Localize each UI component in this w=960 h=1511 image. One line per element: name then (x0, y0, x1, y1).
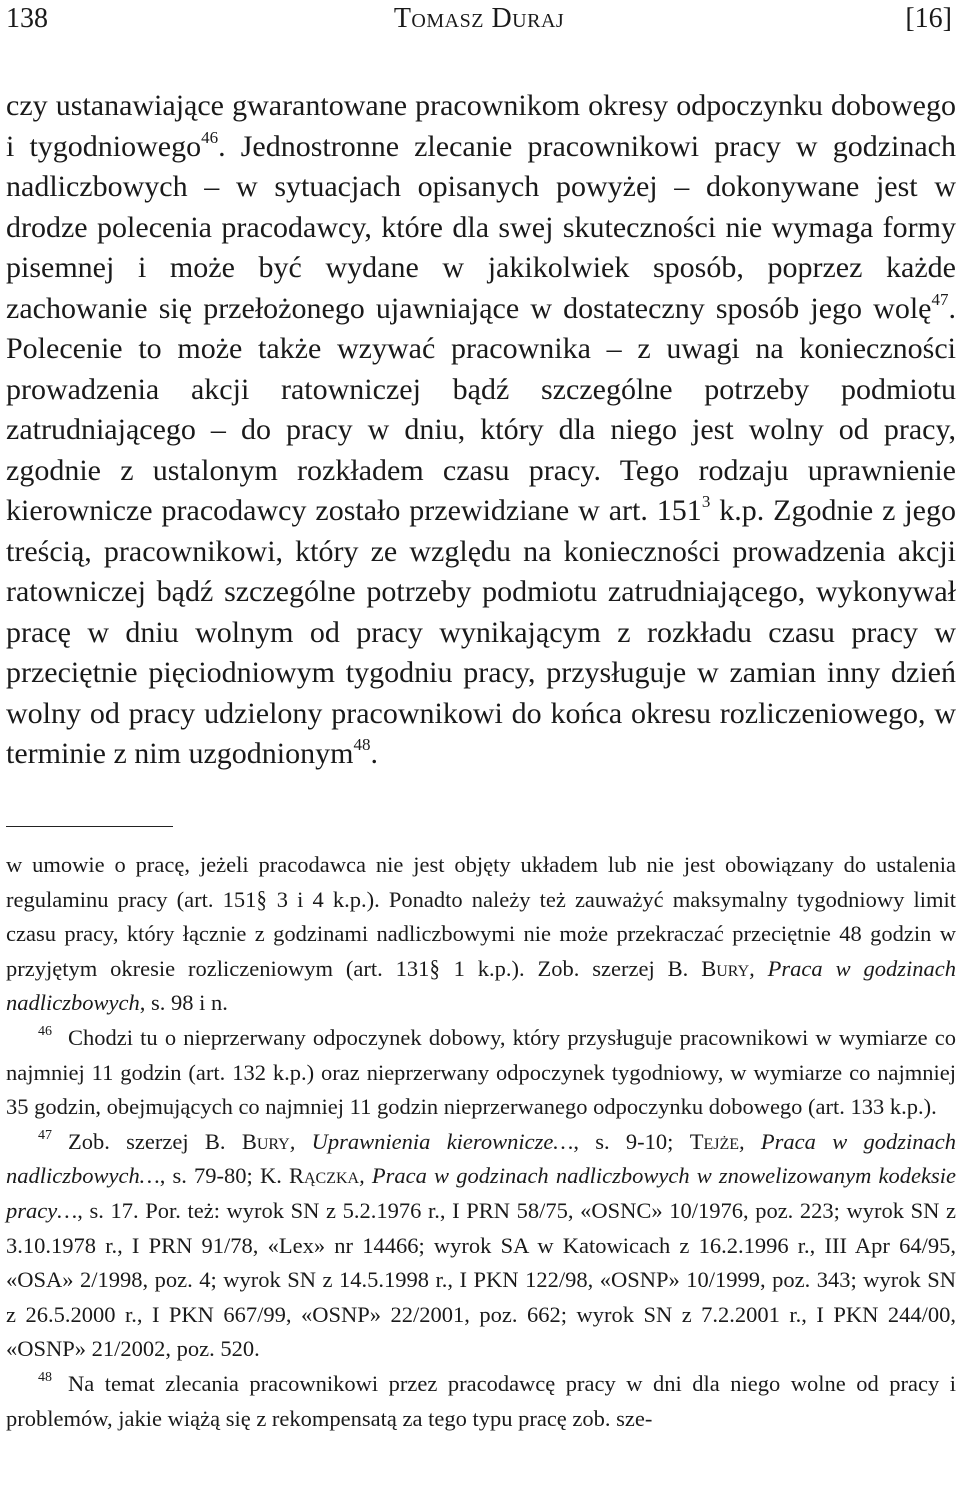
body-sentence-1: czy ustanawiające gwarantowane pracownikom okresy odpoczynku dobowego i tygodniowego (6, 89, 956, 163)
footnote-text-b: , s. 9-10; (573, 1128, 690, 1154)
body-sentence-3: . Polecenie to może także wzywać pracownika – z uwagi na konieczności prowadzenia akcji ratowniczej bądź szczególne potrzeby podmiotu zatrudniającego – do pracy w dniu, który dla niego jest wolny od pracy, zgodnie z ustalonym rozkładem czasu pracy. Tego rodzaju uprawnienie kierownicze pracodawcy zostało przewidziane w art. 151 (6, 291, 956, 527)
paragraph-sign-1: § (256, 885, 268, 913)
page-header (6, 2, 952, 36)
work-title: , Praca w godzinach nadliczbowych… (6, 1128, 957, 1189)
work-title: , Praca w godzinach nadliczbowych (6, 955, 956, 1016)
author-name: Rączka (288, 1163, 360, 1189)
footnote-46: 46 Chodzi tu o nieprzerwany odpoczynek dobowy, który przysługuje pracownikowi w wymiarze co najmniej 11 godzin (art. 132 k.p.) oraz nieprzerwany odpoczynek tygodniowy, w wymiarze co najmniej 35 godzin, obejmujących co najmniej 11 godzin nieprzerwanego odpoczynku dobowego (art. 133 k.p.). (6, 1023, 956, 1120)
footnote-divider (6, 826, 173, 827)
page-number: 138 (6, 3, 48, 34)
author-name: Tejże (689, 1128, 740, 1154)
footnote-48: 48 Na temat zlecania pracownikowi przez pracodawcę pracy w dni dla niego wolne od pracy i problemów, jakie wiążą się z rekompensatą za tego typu pracę zob. sze- (6, 1369, 956, 1431)
footnote-continuation (6, 848, 956, 1021)
footnote-text-a: Zob. szerzej B. (68, 1128, 242, 1154)
footnote-ref-48[interactable]: 48 (353, 735, 371, 754)
section-number: [16] (905, 3, 952, 34)
footnote-ref-47[interactable]: 47 (931, 289, 949, 309)
author-name: Bury (701, 955, 750, 981)
author-name: Bury (241, 1128, 290, 1154)
body-sentence-5: . (370, 737, 378, 770)
main-text (6, 86, 956, 775)
footnote-continuation-text-a: w umowie o pracę, jeżeli pracodawca nie jest objęty układem lub nie jest obowiązany do ustalenia regulaminu pracy (art. 151 (6, 852, 956, 912)
footnote-text: Chodzi tu o nieprzerwany odpoczynek dobowy, który przysługuje pracownikowi w wymiarze co najmniej 11 godzin (art. 132 k.p.) oraz nieprzerwany odpoczynek tygodniowy, w wymiarze co najmniej 35 godzin, obejmujących co najmniej 11 godzin nieprzerwanego odpoczynku dobowego (art. 133 k.p.). (6, 1024, 956, 1120)
footnote-text-d: , s. 17. Por. też: wyrok SN z 5.2.1976 r., I PRN 58/75, «OSNC» 10/1976, poz. 223; wyrok SN z 3.10.1978 r., I PRN 91/78, «Lex» nr 14466; wyrok SA w Katowicach z 16.2.1996 r., III Apr 64/95, «OSA» 2/1998, poz. 4; wyrok SN z 14.5.1998 r., I PKN 122/98, «OSNP» 10/1999, poz. 343; wyrok SN z 26.5.2000 r., I PKN 667/99, «OSNP» 22/2001, poz. 662; wyrok SN z 7.2.2001 r., I PKN 244/00, «OSNP» 21/2002, poz. 520. (6, 1197, 956, 1362)
footnote-text-c: , s. 79-80; K. (159, 1163, 289, 1189)
paragraph-sign-2: § (429, 954, 441, 982)
running-title: Tomasz Duraj (393, 3, 565, 34)
work-title: , Uprawnienia kierownicze… (289, 1128, 574, 1154)
body-sentence-4: k.p. Zgodnie z jego treścią, pracownikowi, który ze względu na konieczności prowadzenia akcji ratowniczej bądź szczególne potrzeby podmiotu zatrudniającego, wykonywał pracę w dniu wolnym od pracy wynikającym z rozkładu czasu pracy w przeciętnie pięciodniowym tygodniu pracy, przysługuje w zamian inny dzień wolny od pracy udzielony pracownikowi do końca okresu rozliczeniowego, w terminie z nim uzgodnionym (6, 494, 956, 770)
footnotes (6, 848, 956, 1436)
body-sentence-2: . Jednostronne zlecanie pracownikowi pracy w godzinach nadliczbowych – w sytuacjach opisanych powyżej – dokonywane jest w drodze polecenia pracodawcy, które dla swej skuteczności nie wymaga formy pisemnej i może być wydane w jakikolwiek sposób, poprzez każde zachowanie się przełożonego ujawniające w dostateczny sposób jego wolę (6, 129, 956, 325)
article-superscript: 3 (701, 492, 711, 511)
footnote-continuation-text-b: 3 i 4 k.p.). Ponadto należy też zauważyć maksymalny tygodniowy limit czasu pracy, który łącznie z godzinami nadliczbowymi nie może przekraczać przeciętnie 48 godzin w przyjętym okresie rozliczeniowym (art. 131 (6, 886, 956, 981)
footnote-47: 47 Zob. szerzej B. Bury, Uprawnienia kierownicze…, s. 9-10; Tejże, Praca w godzinach nadliczbowych…, s. 79-80; K. Rączka, Praca w godzinach nadliczbowych w znowelizowanym kodeksie pracy…, s. 17. Por. też: wyrok SN z 5.2.1976 r., I PRN 58/75, «OSNC» 10/1976, poz. 223; wyrok SN z 3.10.1978 r., I PRN 91/78, «Lex» nr 14466; wyrok SA w Katowicach z 16.2.1996 r., III Apr 64/95, «OSA» 2/1998, poz. 4; wyrok SN z 14.5.1998 r., I PKN 122/98, «OSNP» 10/1999, poz. 343; wyrok SN z 26.5.2000 r., I PKN 667/99, «OSNP» 22/2001, poz. 662; wyrok SN z 7.2.2001 r., I PKN 244/00, «OSNP» 21/2002, poz. 520. (6, 1127, 957, 1362)
main-paragraph (6, 86, 956, 775)
footnote-text: Na temat zlecania pracownikowi przez pracodawcę pracy w dni dla niego wolne od pracy i problemów, jakie wiążą się z rekompensatą za tego typu pracę zob. sze- (6, 1370, 956, 1431)
footnote-continuation-text-d: , s. 98 i n. (139, 990, 228, 1016)
work-title: , Praca w godzinach nadliczbowych w znowelizowanym kodeksie pracy… (6, 1163, 956, 1223)
footnote-ref-46[interactable]: 46 (201, 127, 219, 147)
footnote-continuation-text-c: 1 k.p.). Zob. szerzej B. (440, 955, 702, 981)
